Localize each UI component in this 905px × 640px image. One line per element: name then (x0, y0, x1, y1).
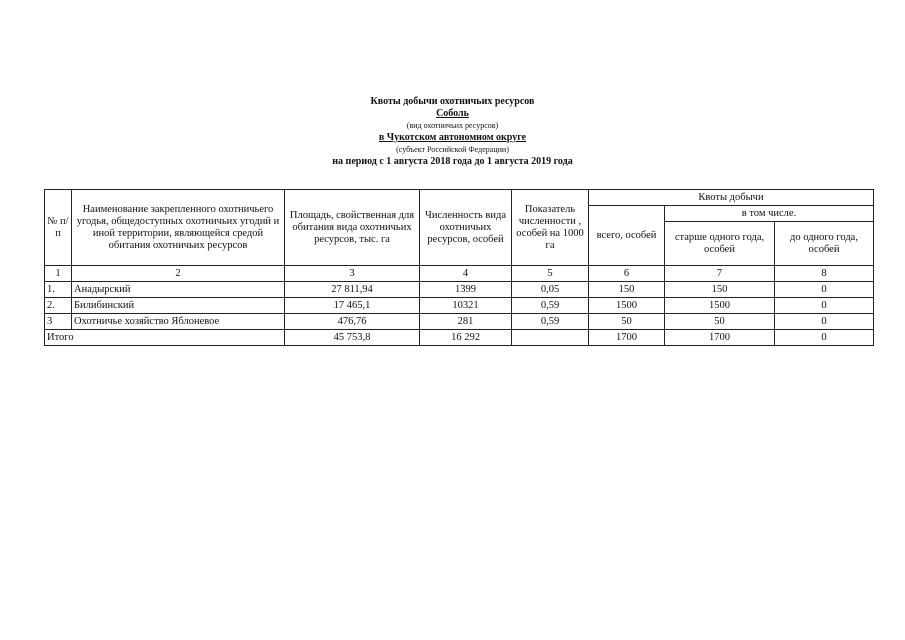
total-younger: 0 (775, 330, 874, 346)
row-indicator: 0,59 (512, 314, 589, 330)
row-name: Анадырский (72, 282, 285, 298)
header-count: Численность вида охотничьих ресурсов, особей (420, 190, 512, 266)
row-num: 2. (45, 298, 72, 314)
column-number: 7 (665, 266, 775, 282)
row-total: 50 (589, 314, 665, 330)
header-num: № п/п (45, 190, 72, 266)
header-older: старше одного года, особей (665, 222, 775, 266)
row-count: 1399 (420, 282, 512, 298)
header-quota: Квоты добычи (589, 190, 874, 206)
row-older: 150 (665, 282, 775, 298)
column-number: 6 (589, 266, 665, 282)
total-area: 45 753,8 (285, 330, 420, 346)
row-name: Билибинский (72, 298, 285, 314)
row-num: 1. (45, 282, 72, 298)
species-name: Соболь (436, 108, 469, 119)
header-indicator: Показатель численности , особей на 1000 га (512, 190, 589, 266)
row-younger: 0 (775, 314, 874, 330)
region-name: в Чукотском автономном округе (378, 132, 527, 143)
row-total: 1500 (589, 298, 665, 314)
row-indicator: 0,59 (512, 298, 589, 314)
column-number: 3 (285, 266, 420, 282)
column-number-row (45, 266, 874, 282)
quota-table (44, 189, 874, 346)
row-younger: 0 (775, 282, 874, 298)
total-label: Итого (45, 330, 285, 346)
row-younger: 0 (775, 298, 874, 314)
total-count: 16 292 (420, 330, 512, 346)
region-caption: (субъект Российской Федерации) (396, 145, 509, 154)
column-number: 2 (72, 266, 285, 282)
row-older: 1500 (665, 298, 775, 314)
row-name: Охотничье хозяйство Яблоневое (72, 314, 285, 330)
document-header (0, 96, 905, 168)
total-older: 1700 (665, 330, 775, 346)
total-quota: 1700 (589, 330, 665, 346)
row-area: 27 811,94 (285, 282, 420, 298)
header-including: в том числе. (665, 206, 874, 222)
document-title: Квоты добычи охотничьих ресурсов (370, 96, 535, 107)
header-name: Наименование закрепленного охотничьего угодья, общедоступных охотничьих угодий и иной территории, являющейся средой обитания охотничьих ресурсов (72, 190, 285, 266)
total-indicator (512, 330, 589, 346)
row-older: 50 (665, 314, 775, 330)
column-number: 5 (512, 266, 589, 282)
table-row (45, 298, 874, 314)
column-number: 1 (45, 266, 72, 282)
table-row (45, 314, 874, 330)
header-younger: до одного года, особей (775, 222, 874, 266)
row-area: 17 465,1 (285, 298, 420, 314)
total-row (45, 330, 874, 346)
row-total: 150 (589, 282, 665, 298)
species-caption: (вид охотничьих ресурсов) (406, 121, 499, 130)
period-text: на период с 1 августа 2018 года до 1 августа 2019 года (332, 156, 573, 167)
column-number: 4 (420, 266, 512, 282)
row-indicator: 0,05 (512, 282, 589, 298)
table-row (45, 282, 874, 298)
header-quota-total: всего, особей (589, 206, 665, 266)
header-area: Площадь, свойственная для обитания вида охотничьих ресурсов, тыс. га (285, 190, 420, 266)
row-area: 476,76 (285, 314, 420, 330)
row-count: 10321 (420, 298, 512, 314)
column-number: 8 (775, 266, 874, 282)
row-num: 3 (45, 314, 72, 330)
row-count: 281 (420, 314, 512, 330)
